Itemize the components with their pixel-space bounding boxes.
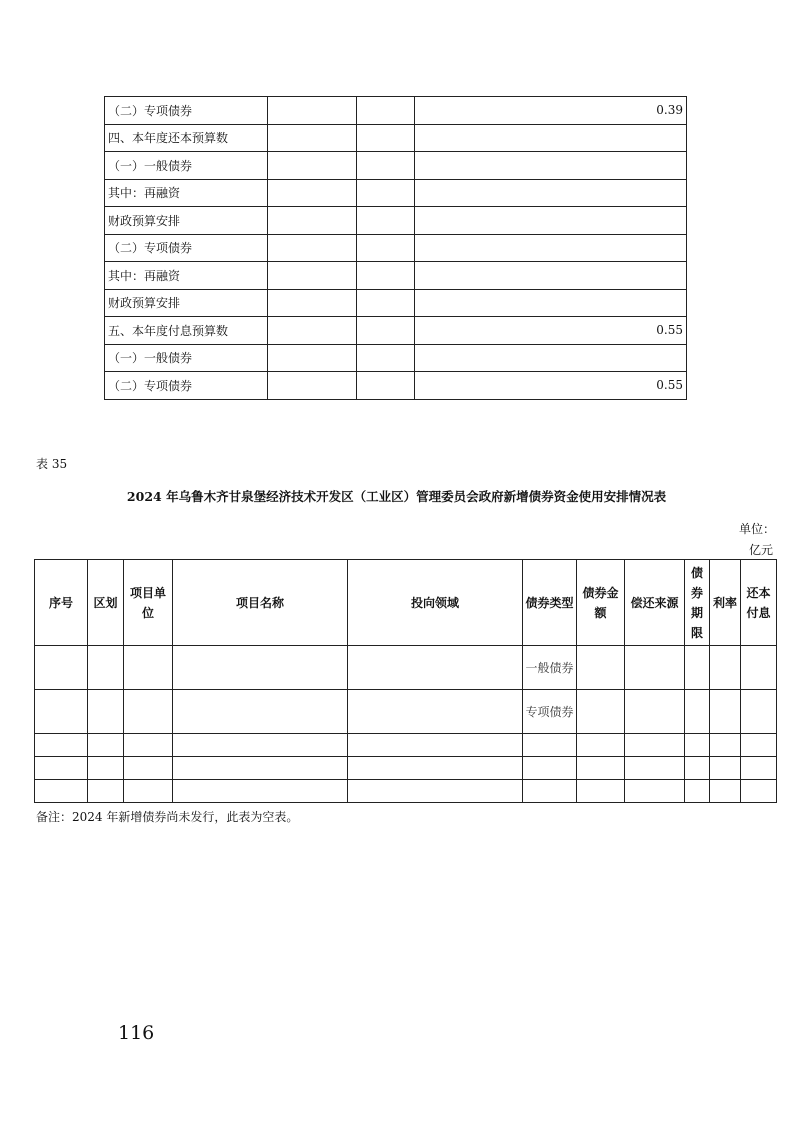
header-bond-term (685, 560, 710, 646)
header-label: 偿还来源 (630, 595, 679, 610)
table-title: 2024 年乌鲁木齐甘泉堡经济技术开发区（工业区）管理委员会政府新增债券资金使用安排情况表 (126, 489, 667, 504)
row-value (415, 289, 687, 317)
table-row (105, 234, 687, 262)
header-label: 项目名称 (235, 595, 284, 610)
header-principal-interest (741, 560, 777, 646)
header-investment-area (348, 560, 523, 646)
table-row (105, 317, 687, 345)
row-label: 四、本年度还本预算数 (105, 124, 268, 152)
header-label: 项目单位 (129, 585, 166, 620)
row-value: 0.39 (415, 97, 687, 125)
row-cell (357, 289, 415, 317)
row-value: 0.55 (415, 317, 687, 345)
table-header-row (35, 560, 777, 646)
header-interest-rate (710, 560, 741, 646)
header-project-unit (124, 560, 173, 646)
row-cell (357, 97, 415, 125)
table-row (35, 646, 777, 690)
row-cell (268, 317, 357, 345)
row-cell (357, 152, 415, 180)
row-value (415, 179, 687, 207)
header-label: 债券期限 (690, 565, 703, 640)
table-row (105, 124, 687, 152)
table-row (105, 207, 687, 235)
row-value (415, 152, 687, 180)
row-label: 其中：再融资 (105, 262, 268, 290)
table-row (35, 780, 777, 803)
unit-value: 亿元 (749, 543, 774, 557)
row-cell (357, 262, 415, 290)
table-row (105, 179, 687, 207)
row-label: 财政预算安排 (105, 207, 268, 235)
row-cell (268, 124, 357, 152)
row-label: 其中：再融资 (105, 179, 268, 207)
row-cell (357, 372, 415, 400)
row-label: （二）专项债券 (105, 372, 268, 400)
row-cell (357, 207, 415, 235)
row-cell (357, 234, 415, 262)
table-row (35, 690, 777, 734)
new-bond-usage-table (34, 559, 777, 803)
header-bond-amount (577, 560, 625, 646)
row-value: 0.55 (415, 372, 687, 400)
row-cell (268, 207, 357, 235)
row-label: （一）一般债券 (105, 152, 268, 180)
table-row (105, 289, 687, 317)
row-cell (357, 124, 415, 152)
table-row (105, 152, 687, 180)
row-cell (268, 234, 357, 262)
header-district (88, 560, 124, 646)
table-note: 备注：2024 年新增债券尚未发行，此表为空表。 (36, 810, 299, 824)
row-cell (268, 344, 357, 372)
row-label: 财政预算安排 (105, 289, 268, 317)
bond-type-special: 专项债券 (523, 690, 577, 734)
header-project-name (173, 560, 348, 646)
header-repayment-source (625, 560, 685, 646)
row-cell (268, 372, 357, 400)
row-cell (268, 97, 357, 125)
header-label: 投向领域 (410, 595, 459, 610)
unit-label: 单位： (739, 522, 776, 536)
row-cell (268, 289, 357, 317)
row-value (415, 262, 687, 290)
row-value (415, 124, 687, 152)
row-label: （二）专项债券 (105, 234, 268, 262)
row-value (415, 344, 687, 372)
row-cell (357, 317, 415, 345)
table-row (105, 344, 687, 372)
table-number-label: 表 35 (36, 457, 68, 471)
header-label: 利率 (712, 595, 737, 610)
row-value (415, 234, 687, 262)
header-serial (35, 560, 88, 646)
budget-table-continuation (104, 96, 687, 400)
header-bond-type (523, 560, 577, 646)
row-cell (268, 179, 357, 207)
header-label: 还本付息 (746, 585, 771, 620)
header-label: 债券金额 (582, 585, 619, 620)
page-number: 116 (118, 1022, 155, 1044)
table-row (105, 372, 687, 400)
table-row (105, 262, 687, 290)
table-row (35, 734, 777, 757)
table-row (35, 757, 777, 780)
header-label: 区划 (93, 595, 118, 610)
header-label: 债券类型 (525, 595, 574, 610)
row-cell (268, 152, 357, 180)
budget-table-body (105, 97, 687, 400)
row-label: （一）一般债券 (105, 344, 268, 372)
row-label: 五、本年度付息预算数 (105, 317, 268, 345)
row-cell (357, 344, 415, 372)
bond-type-general: 一般债券 (523, 646, 577, 690)
row-cell (357, 179, 415, 207)
row-value (415, 207, 687, 235)
header-label: 序号 (48, 595, 73, 610)
row-label: （二）专项债券 (105, 97, 268, 125)
table-row (105, 97, 687, 125)
row-cell (268, 262, 357, 290)
